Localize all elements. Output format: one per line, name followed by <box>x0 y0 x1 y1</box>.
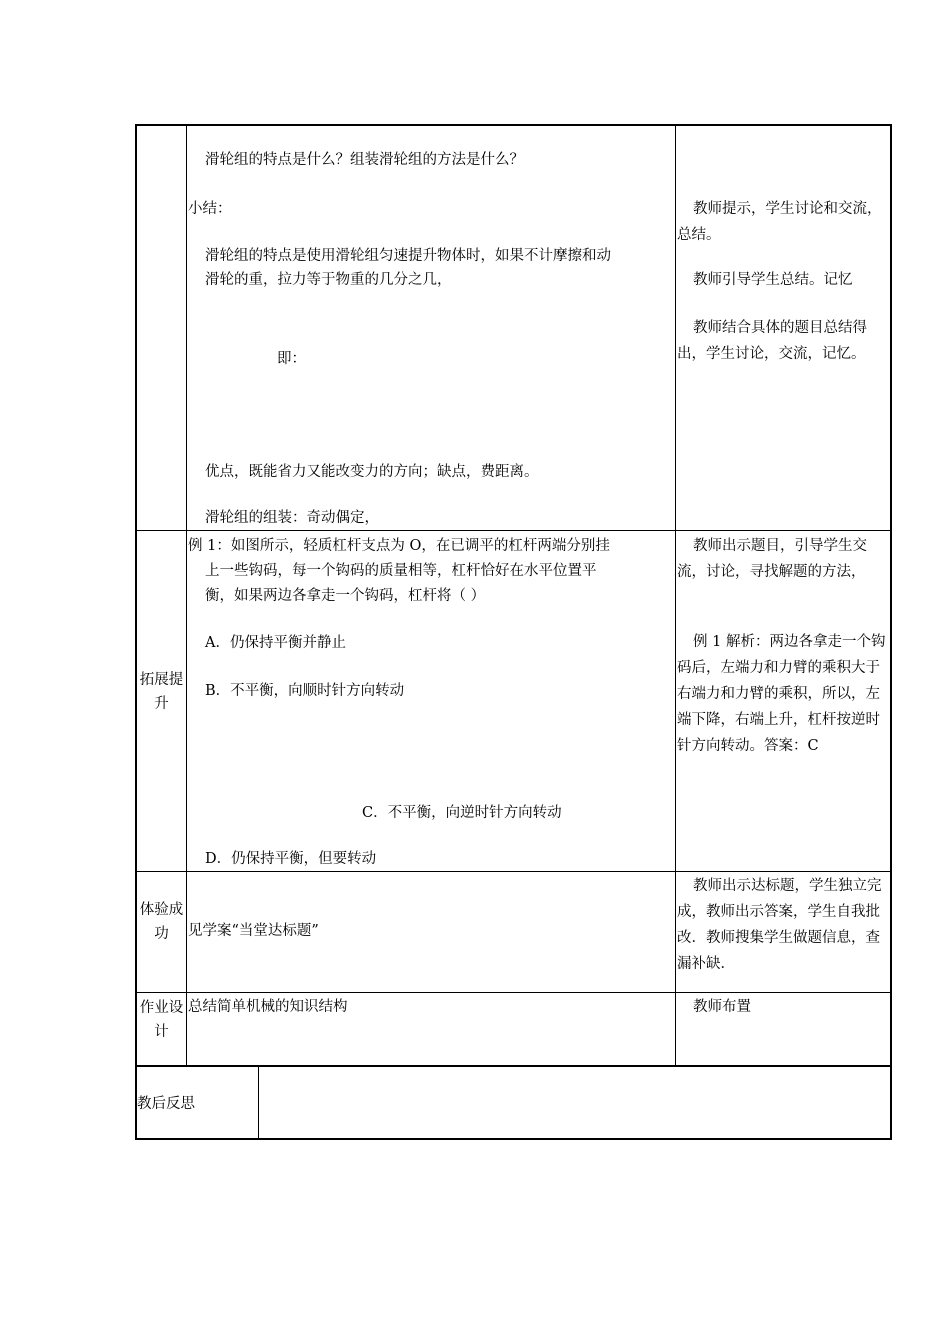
feature-line-2: 滑轮的重，拉力等于物重的几分之几， <box>205 272 452 288</box>
table-border-bottom <box>135 1138 892 1140</box>
feature-line-1: 滑轮组的特点是使用滑轮组匀速提升物体时，如果不计摩擦和动 <box>205 248 611 264</box>
row-divider-3 <box>135 992 892 993</box>
teacher-note-homework: 教师布置 <box>693 999 751 1015</box>
option-c: C．不平衡，向逆时针方向转动 <box>362 805 562 821</box>
row-divider-4 <box>135 1065 892 1067</box>
option-b: B．不平衡，向顺时针方向转动 <box>205 683 405 699</box>
teacher-note-example: 教师出示题目，引导学生交流，讨论，寻找解题的方法， <box>677 538 867 580</box>
teacher-note-3: 教师结合具体的题目总结得出，学生讨论，交流，记忆。 <box>677 320 867 362</box>
row-divider-2 <box>135 871 892 872</box>
option-a: A．仍保持平衡并静止 <box>205 635 346 651</box>
column-divider-label <box>186 124 187 1066</box>
section-label-experience: 体验成功 <box>139 902 184 942</box>
section-label-reflection: 教后反思 <box>137 1096 195 1112</box>
table-border-right <box>890 124 892 1140</box>
teacher-note-2: 教师引导学生总结。记忆 <box>693 272 853 288</box>
option-d: D．仍保持平衡，但要转动 <box>205 851 377 867</box>
section-label-homework: 作业设计 <box>139 1000 184 1040</box>
table-border-left <box>135 124 137 1140</box>
section-label-extension: 拓展提升 <box>139 672 184 712</box>
teacher-note-experience: 教师出示达标题，学生独立完成，教师出示答案，学生自我批改．教师搜集学生做题信息，查漏补缺． <box>677 878 882 972</box>
question-text: 滑轮组的特点是什么？组装滑轮组的方法是什么？ <box>205 152 524 168</box>
example-line-3: 衡，如果两边各拿走一个钩码，杠杆将（ ） <box>205 588 486 604</box>
homework-content: 总结简单机械的知识结构 <box>188 999 348 1015</box>
column-divider-notes <box>675 124 676 1066</box>
advantages-text: 优点，既能省力又能改变力的方向；缺点，费距离。 <box>205 464 539 480</box>
example-line-1: 例 1：如图所示，轻质杠杆支点为 O，在已调平的杠杆两端分别挂 <box>188 538 610 554</box>
experience-content: 见学案“当堂达标题” <box>188 923 319 939</box>
column-divider-reflection <box>258 1066 259 1140</box>
assembly-text: 滑轮组的组装：奇动偶定， <box>205 510 379 526</box>
row-divider-1 <box>135 530 892 531</box>
teacher-note-1: 教师提示，学生讨论和交流，总结。 <box>677 201 882 243</box>
ji-label: 即： <box>277 351 306 367</box>
example-analysis: 例 1 解析：两边各拿走一个钩码后，左端力和力臂的乘积大于右端力和力臂的乘积，所以，左端下降，右端上升，杠杆按逆时针方向转动。答案：C <box>677 634 886 754</box>
table-border-top <box>135 124 892 126</box>
example-line-2: 上一些钩码，每一个钩码的质量相等，杠杆恰好在水平位置平 <box>205 563 597 579</box>
summary-label: 小结： <box>188 201 232 217</box>
